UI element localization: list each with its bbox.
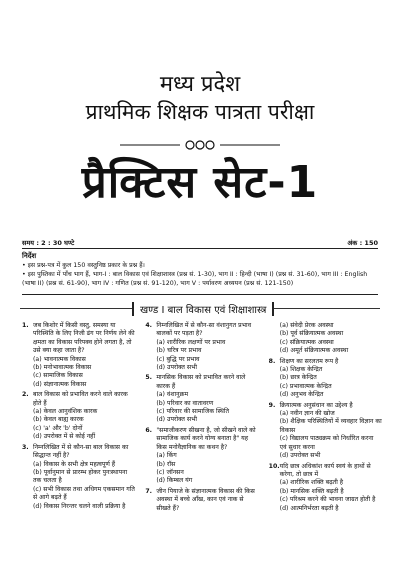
question-text: यदि छात्र अधिकांश कार्य स्वयं के हाथों से करेगा, तो छात्र में bbox=[279, 462, 371, 478]
instruction-line: • इस प्रश्न-पत्र में कुल 150 वस्तुनिष्ठ प्रकार के प्रश्न हैं। bbox=[22, 262, 145, 269]
question-stem bbox=[145, 488, 258, 513]
exam-name-title: प्राथमिक शिक्षक पात्रता परीक्षा bbox=[85, 100, 315, 124]
answer-option: (a) नवीन ज्ञान की खोज bbox=[279, 410, 335, 418]
answer-option: (c) सामाजिक विकास bbox=[33, 372, 83, 380]
answer-option: (c) संक्रियात्मक अवस्था bbox=[279, 338, 334, 346]
question-text: बाल विकास को प्रभावित करने वाले कारक होते हैं bbox=[33, 391, 128, 407]
question-stem bbox=[22, 322, 135, 356]
instructions-divider bbox=[22, 294, 378, 295]
answer-option: (d) उपरोक्त सभी bbox=[279, 452, 321, 460]
answer-option: (a) शारीरिक शक्ति बढ़ती है bbox=[279, 479, 344, 487]
answer-option: (c) परिवार की सामाजिक स्थिति bbox=[156, 408, 230, 416]
question-item bbox=[22, 322, 135, 389]
instruction-line: • इस पुस्तिका में पाँच भाग हैं, भाग-I : बाल विकास एवं शिक्षाशास्त्र (प्रश्न सं. 1-30), भाग II : हिन्दी (भाषा I) (प्रश्न सं. 31-60), भाग III : English bbox=[22, 271, 368, 278]
answer-option: (a) वंशानुक्रम bbox=[156, 391, 189, 399]
answer-option: (b) पूर्वानुमान से प्रारम्भ होकर पुनःस्थापना तक चलता है bbox=[33, 468, 128, 485]
question-item bbox=[22, 391, 135, 441]
practice-set-title: प्रैक्टिस सेट-1 bbox=[81, 157, 319, 208]
question-item bbox=[269, 358, 382, 400]
answer-option: (b) पूर्व संक्रियात्मक अवस्था bbox=[279, 330, 344, 338]
answer-option: (b) केवल बाह्य कारक bbox=[33, 416, 84, 424]
instructions-heading: निर्देश bbox=[22, 252, 37, 260]
answer-option: (b) परिवार का वातावरण bbox=[156, 399, 214, 407]
answer-option: (c) विद्यालय पाठ्यक्रम को निर्धारित करना एवं सुधार करना bbox=[279, 435, 374, 451]
question-stem bbox=[269, 463, 382, 480]
answer-option: (d) विकास निरन्तर चलने वाली प्रक्रिया है bbox=[33, 502, 126, 510]
answer-option: (a) विकास के सभी क्षेत्र महत्वपूर्ण हैं bbox=[33, 460, 116, 468]
question-number: 8. bbox=[268, 357, 276, 365]
question-text: मानसिक विकास को प्रभावित करने वाले कारक हैं bbox=[156, 374, 246, 390]
question-number: 7. bbox=[145, 487, 152, 495]
answer-option: (b) शैक्षिक परिस्थितियों में व्यवहार विज्ञान का विकास bbox=[279, 418, 382, 434]
answer-option: (b) चरित्र पर प्रभाव bbox=[156, 347, 202, 355]
question-number: 5. bbox=[145, 374, 152, 382]
answer-option: (a) भावनात्मक विकास bbox=[33, 355, 86, 363]
question-stem bbox=[145, 374, 258, 391]
question-item bbox=[145, 374, 258, 424]
question-text: जब किशोर में किसी वस्तु, समस्या या परिस्थिति के लिए निजी ढंग पर निर्णय लेने की क्षमता का विकास परिपक्व होने लगता है, तो उसे क्या कहा जाता है? bbox=[33, 322, 135, 355]
answer-option: (c) सभी विकास तथा अधिगम एकसमान गति से आगे बढ़ते हैं bbox=[33, 485, 135, 502]
instruction-line: (भाषा II) (प्रश्न सं. 61-90), भाग IV : गणित (प्रश्न सं. 91-120), भाग V : पर्यावरण अध्ययन (प्रश्न सं. 121-150) bbox=[22, 280, 294, 287]
question-number: 6. bbox=[145, 426, 152, 434]
answer-option: (d) उपरोक्त सभी bbox=[156, 364, 198, 372]
answer-option: (d) उपरोक्त में से कोई नहीं bbox=[33, 433, 96, 441]
question-item bbox=[145, 488, 258, 513]
question-number: 3. bbox=[22, 443, 29, 451]
question-number: 10. bbox=[268, 462, 280, 470]
question-columns bbox=[22, 322, 382, 515]
answer-option: (b) मानसिक शक्ति बढ़ती है bbox=[279, 487, 344, 495]
meta-divider bbox=[22, 248, 378, 249]
exam-meta bbox=[22, 238, 378, 247]
question-text: क्रियात्मक अनुसंधान का उद्देश्य है bbox=[279, 401, 353, 409]
answer-option: (d) संज्ञानात्मक विकास bbox=[33, 380, 87, 388]
question-text: "समाजीकरण सीखना है, जो सीखने वाले को सामाजिक कार्य करने योग्य बनाता है" यह किस मनोवैज्ञानिक का कथन है? bbox=[156, 426, 256, 451]
question-stem bbox=[269, 358, 382, 366]
answer-option: (b) रॉस bbox=[156, 460, 176, 468]
question-item bbox=[145, 427, 258, 486]
marks-info: अंक : 150 bbox=[347, 239, 378, 247]
answer-option: (c) जॉनसन bbox=[156, 468, 184, 476]
answer-option: (a) केवल आनुवंशिक कारक bbox=[33, 408, 98, 416]
question-number: 1. bbox=[22, 322, 29, 329]
answer-option: (c) 'a' और 'b' दोनों bbox=[33, 424, 83, 432]
answer-option: (d) अनुभव केन्द्रित bbox=[279, 391, 324, 399]
answer-option: (d) अमूर्त संक्रियात्मक अवस्था bbox=[279, 347, 349, 355]
answer-option: (b) छात्र केन्द्रित bbox=[279, 374, 317, 382]
answer-option: (d) उपरोक्त सभी bbox=[156, 416, 198, 424]
answer-option: (b) मनोभावात्मक विकास bbox=[33, 364, 92, 372]
answer-option: (c) परिश्रम करने की भावना जाग्रत होती है bbox=[279, 496, 376, 504]
question-column bbox=[145, 322, 258, 515]
answer-option: (d) किम्बल यंग bbox=[156, 477, 193, 485]
question-stem bbox=[145, 322, 258, 339]
question-number: 4. bbox=[145, 322, 152, 329]
question-stem bbox=[269, 402, 382, 410]
question-text: निम्नलिखित में से कौन-सा बाल विकास का सिद्धान्त नहीं है? bbox=[33, 443, 129, 460]
section-header bbox=[20, 302, 380, 316]
time-info: समय : 2 : 30 घण्टे bbox=[22, 239, 75, 247]
answer-option: (a) संवेदी प्रेरक अवस्था bbox=[279, 322, 334, 329]
answer-option: (a) शिक्षक केन्द्रित bbox=[279, 366, 323, 374]
answer-option: (d) आत्मनिर्भरता बढ़ती है bbox=[279, 504, 339, 512]
section-title: खण्ड I बाल विकास एवं शिक्षाशास्त्र bbox=[132, 302, 274, 316]
question-stem bbox=[22, 391, 135, 408]
exam-state-title: मध्य प्रदेश bbox=[159, 72, 241, 97]
question-stem bbox=[145, 427, 258, 452]
question-text: जीन पियाजे के संज्ञानात्मक विकास की किस अवस्था में बच्चे आँख, कान एवं नाक से सीखते हैं? bbox=[156, 487, 255, 512]
question-column bbox=[22, 322, 135, 515]
answer-option: (a) शारीरिक लक्षणों पर प्रभाव bbox=[156, 338, 226, 346]
question-text: शिक्षण का सरलतम रूप है bbox=[279, 357, 339, 365]
question-number: 2. bbox=[22, 391, 29, 399]
question-number: 9. bbox=[268, 401, 276, 409]
instructions-block bbox=[22, 252, 378, 288]
question-item bbox=[145, 322, 258, 372]
question-text: निम्नलिखित में से कौन-सा वंशानुगत प्रभाव बालकों पर पड़ता है? bbox=[156, 322, 252, 338]
question-item bbox=[269, 402, 382, 461]
answer-option: (a) किंग bbox=[156, 452, 177, 460]
answer-option: (c) बुद्धि पर प्रभाव bbox=[156, 355, 200, 363]
question-item bbox=[22, 444, 135, 511]
question-item bbox=[269, 463, 382, 513]
question-item bbox=[269, 322, 382, 356]
question-stem bbox=[22, 444, 135, 461]
question-column bbox=[269, 322, 382, 515]
answer-option: (c) प्रभावात्मक केन्द्रित bbox=[279, 382, 332, 390]
